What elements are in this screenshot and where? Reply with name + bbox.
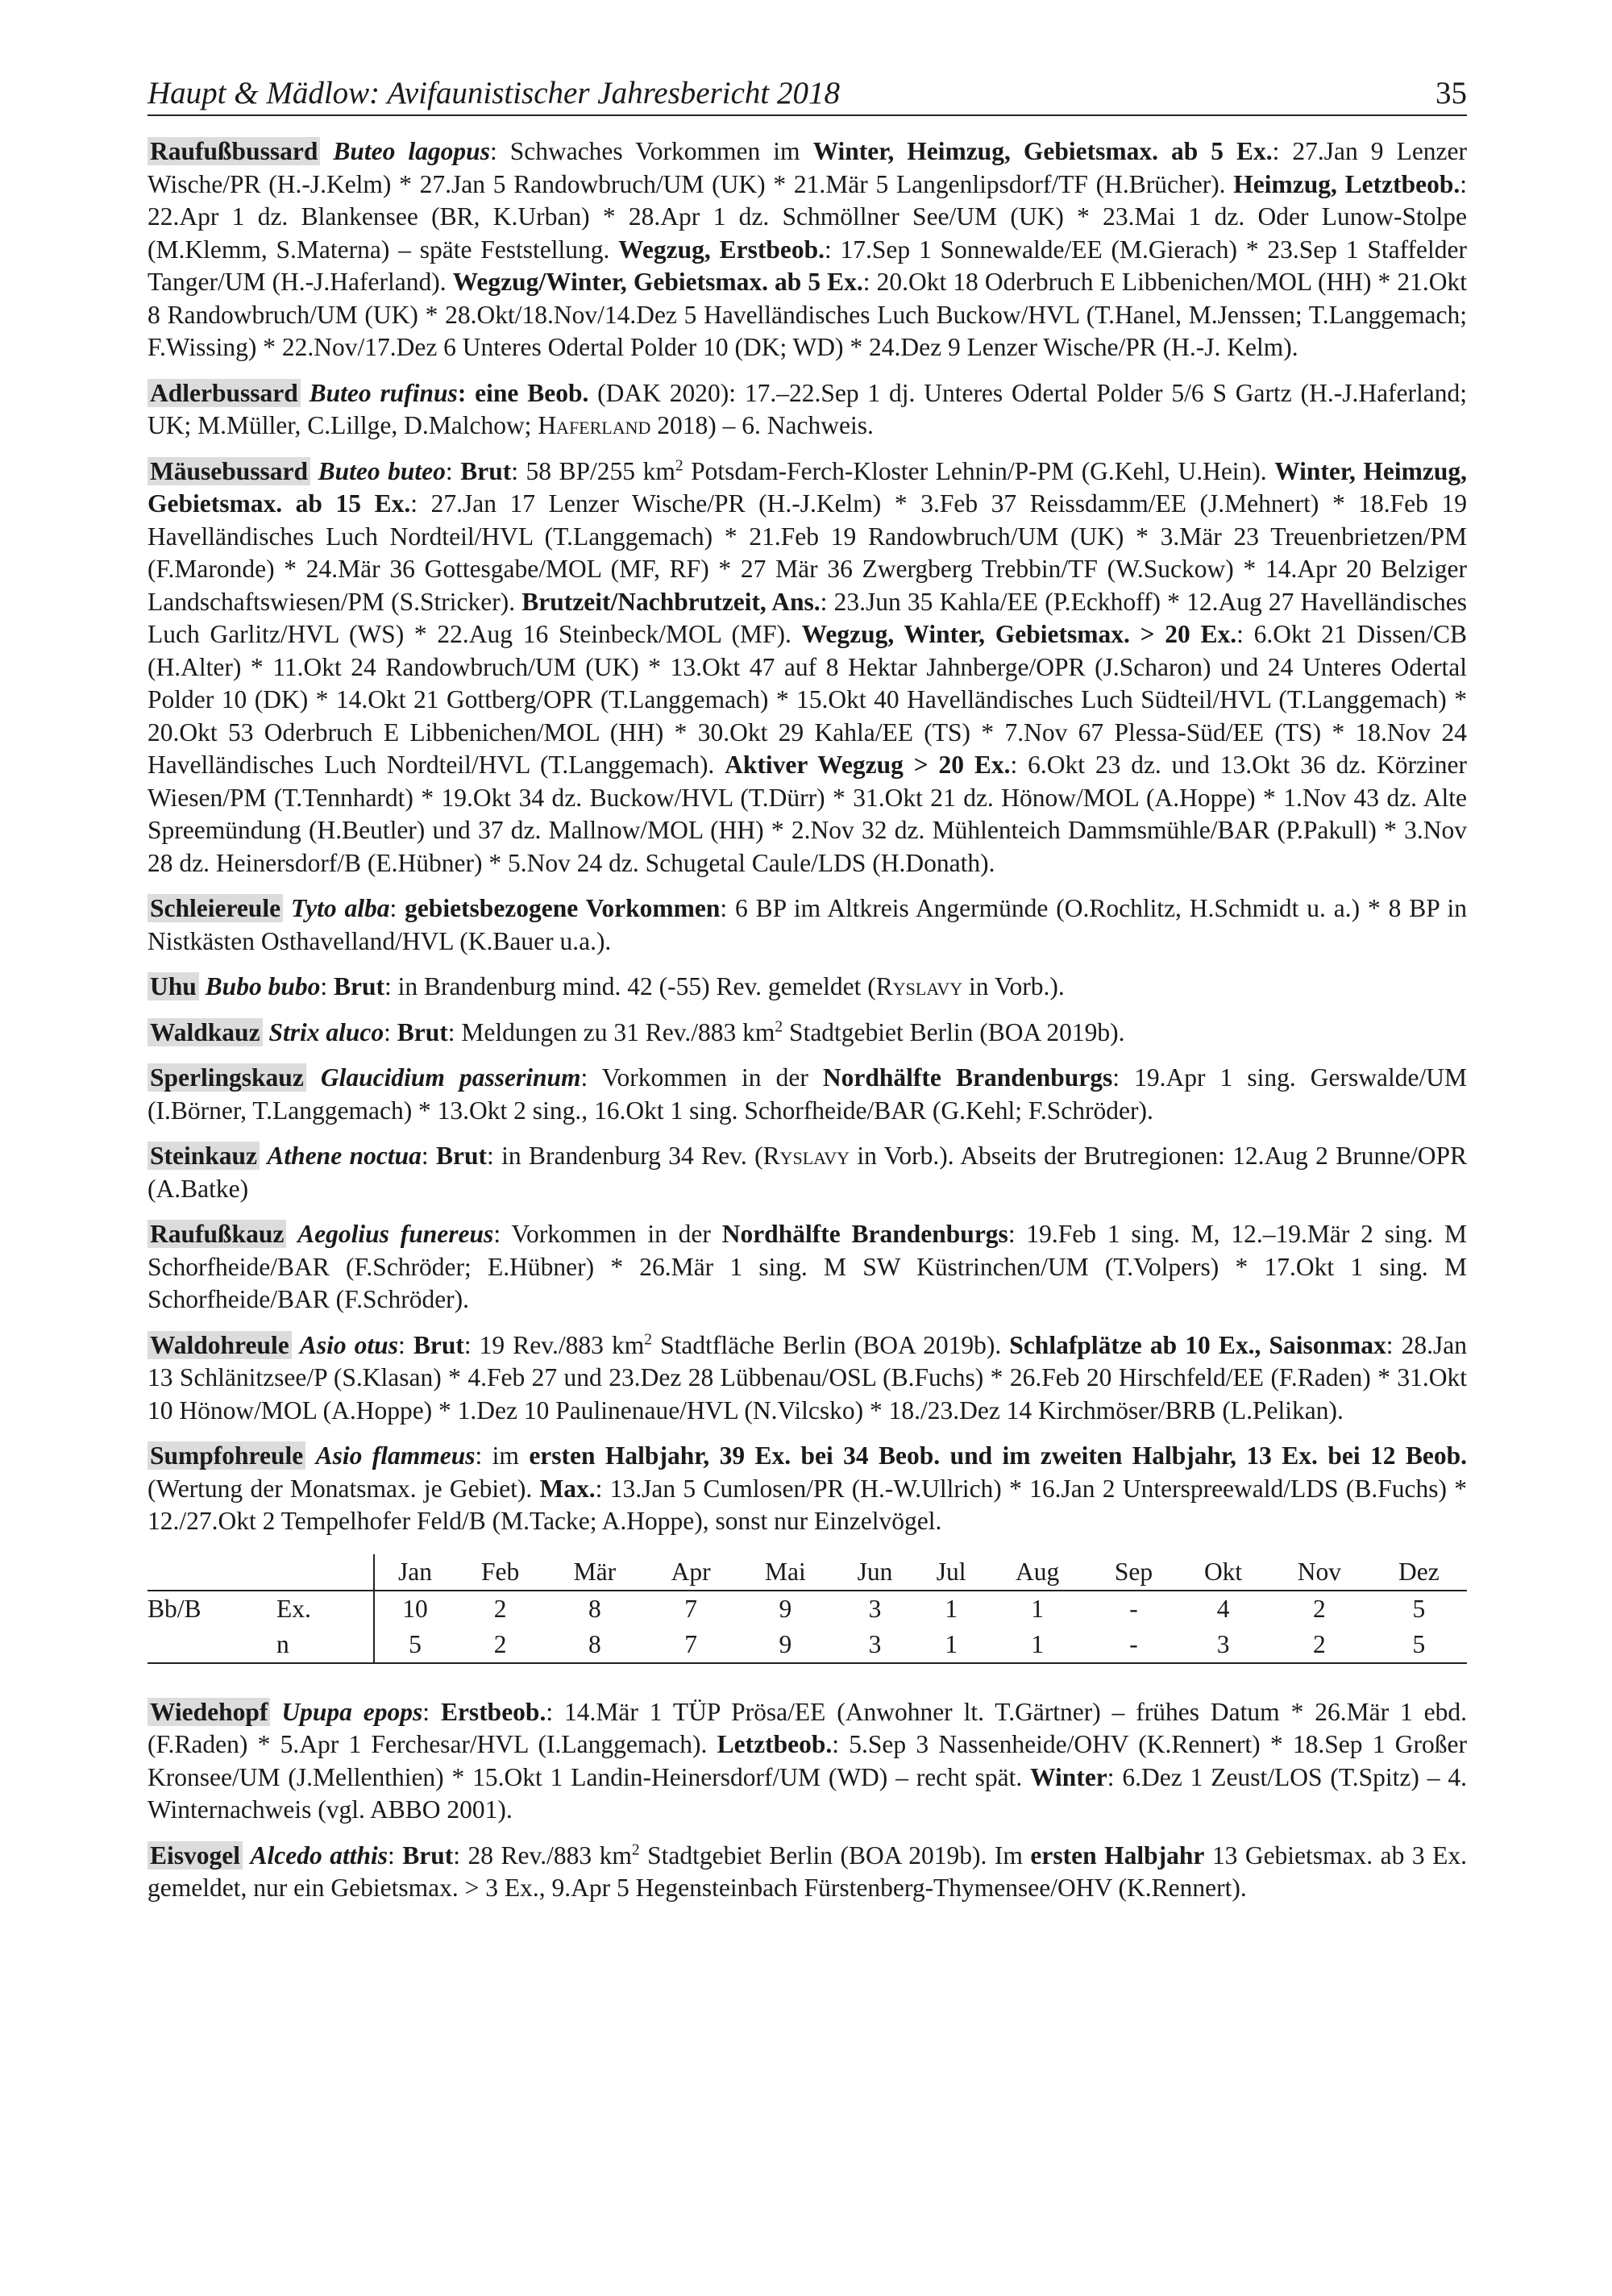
- row-label: n: [276, 1627, 374, 1663]
- table-cell: 9: [779, 1594, 792, 1623]
- section-label: Wegzug/Winter, Gebietsmax. ab 5 Ex.: [452, 268, 863, 296]
- month-header: Dez: [1371, 1554, 1467, 1591]
- table-header-row: [147, 1554, 1467, 1591]
- table-cell: 3: [868, 1594, 882, 1623]
- author-citation: Ryslavy: [875, 972, 963, 1000]
- month-header: Jun: [833, 1554, 916, 1591]
- table-cell: -: [1089, 1627, 1178, 1663]
- region-label: Bb/B: [147, 1594, 202, 1623]
- section-label: Winter, Heimzug, Gebietsmax. ab 5 Ex.: [812, 137, 1273, 165]
- species-entry-sperlingskauz: Sperlingskauz Glaucidium passerinum: Vorkommen in der Nordhälfte Brandenburgs: 19.Apr 1 sing. Gerswalde/UM (I.Börner, T.Langgemach) * 13.Okt 2 sing., 16.Okt 1 sing. Schorfheide/BAR (G.Kehl; F.Schröder).: [147, 1063, 1467, 1125]
- table-cell: 1: [986, 1627, 1089, 1663]
- species-name: Wiedehopf: [147, 1698, 270, 1726]
- table-cell: 8: [588, 1594, 601, 1623]
- table-cell: 2: [455, 1627, 545, 1663]
- species-name: Uhu: [147, 972, 199, 1000]
- section-label: Wegzug, Winter, Gebietsmax. > 20 Ex.: [801, 620, 1237, 648]
- table-row: [147, 1591, 1467, 1627]
- table-cell: 1: [1031, 1594, 1045, 1623]
- section-label: Schlafplätze ab 10 Ex., Saisonmax: [1009, 1330, 1386, 1359]
- table-cell: 7: [684, 1594, 698, 1623]
- section-label: Aktiver Wegzug > 20 Ex.: [725, 751, 1011, 779]
- table-row: [147, 1627, 1467, 1663]
- table-cell: 8: [545, 1627, 644, 1663]
- species-name: Sperlingskauz: [147, 1063, 306, 1092]
- month-header: Aug: [986, 1554, 1089, 1591]
- section-label: Nordhälfte Brandenburgs: [721, 1220, 1008, 1248]
- scientific-name: Strix aluco: [268, 1017, 384, 1046]
- species-entry-raufusskauz: Raufußkauz Aegolius funereus: Vorkommen in der Nordhälfte Brandenburgs: 19.Feb 1 sing. M, 12.–19.Mär 2 sing. M Schorfheide/BAR (F.Schröder; E.Hübner) * 26.Mär 1 sing. M SW Küstrinchen/UM (T.Volpers) * 17.Okt 1 sing. M Schorfheide/BAR (F.Schröder).: [147, 1220, 1467, 1313]
- scientific-name: Buteo rufinus: [309, 378, 458, 407]
- monthly-stats-table: [147, 1554, 1467, 1664]
- table-cell: 2: [493, 1594, 507, 1623]
- month-header: Apr: [645, 1554, 737, 1591]
- section-label: gebietsbezogene Vorkommen: [405, 894, 721, 922]
- running-title: Haupt & Mädlow: Avifaunistischer Jahresbericht 2018: [147, 76, 841, 110]
- species-entry-maeusebussard: Mäusebussard Buteo buteo: Brut: 58 BP/255 $km^2$ Potsdam-Ferch-Kloster Lehnin/P-PM (G.Kehl, U.Hein). Winter, Heimzug, Gebietsmax. ab 15 Ex.: 27.Jan 17 Lenzer Wische/PR (H.-J.Kelm) * 3.Feb 37 Reissdamm/EE (J.Mehnert) * 18.Feb 19 Havelländisches Luch Nordteil/HVL (T.Langgemach) * 21.Feb 19 Randowbruch/UM (UK) * 3.Mär 23 Treuenbrietzen/PM (F.Maronde) * 24.Mär 36 Gottesgabe/MOL (MF, RF) * 27 Mär 36 Zwergberg Trebbin/TF (W.Suckow) * 14.Apr 20 Belziger Landschaftswiesen/PM (S.Stricker). Brutzeit/Nachbrutzeit, Ans.: 23.Jun 35 Kahla/EE (P.Eckhoff) * 12.Aug 27 Havelländisches Luch Garlitz/HVL (WS) * 22.Aug 16 Steinbeck/MOL (MF). Wegzug, Winter, Gebietsmax. > 20 Ex.: 6.Okt 21 Dissen/CB (H.Alter) * 11.Okt 24 Randowbruch/UM (UK) * 13.Okt 47 auf 8 Hektar Jahnberge/OPR (J.Scharon) und 24 Unteres Odertal Polder 10 (DK) * 14.Okt 21 Gottberg/OPR (T.Langgemach) * 15.Okt 40 Havelländisches Luch Südteil/HVL (T.Langgemach) * 20.Okt 53 Oderbruch E Libbenichen/MOL (HH) * 30.Okt 29 Kahla/EE (TS) * 7.Nov 67 Plessa-Süd/EE (TS) * 18.Nov 24 Havelländisches Luch Nordteil/HVL (T.Langgemach). Aktiver Wegzug > 20 Ex.: 6.Okt 23 dz. und 13.Okt 36 dz. Körziner Wiesen/PM (T.Tennhardt) * 19.Okt 34 dz. Buckow/HVL (T.Dürr) * 31.Okt 21 dz. Hönow/MOL (A.Hoppe) * 1.Nov 43 dz. Alte Spreemündung (H.Beutler) und 37 dz. Mallnow/MOL (HH) * 2.Nov 32 dz. Mühlenteich Dammsmühle/BAR (P.Pakull) * 3.Nov 28 dz. Heinersdorf/B (E.Hübner) * 5.Nov 24 dz. Schugetal Caule/LDS (H.Donath).: [147, 456, 1468, 877]
- species-name: Sumpfohreule: [147, 1441, 305, 1470]
- section-label: : eine Beob.: [457, 378, 589, 407]
- month-header: Jul: [916, 1554, 986, 1591]
- species-entry-wiedehopf: Wiedehopf Upupa epops: Erstbeob.: 14.Mär 1 TÜP Prösa/EE (Anwohner lt. T.Gärtner) – frühes Datum * 26.Mär 1 ebd. (F.Raden) * 5.Apr 1 Ferchesar/HVL (I.Langgemach). Letztbeob.: 5.Sep 3 Nassenheide/OHV (K.Rennert) * 18.Sep 1 Großer Kronsee/UM (J.Mellenthien) * 15.Okt 1 Landin-Heinersdorf/UM (WD) – recht spät. Winter: 6.Dez 1 Zeust/LOS (T.Spitz) – 4. Winternachweis (vgl. ABBO 2001).: [147, 1697, 1468, 1824]
- section-label: Brut: [413, 1330, 464, 1359]
- section-label: Brut: [334, 972, 384, 1000]
- table-cell: 10: [374, 1591, 455, 1627]
- table-cell: 3: [1178, 1627, 1268, 1663]
- species-entry-steinkauz: Steinkauz Athene noctua: Brut: in Brandenburg 34 Rev. (Ryslavy in Vorb.). Abseits der Brutregionen: 12.Aug 2 Brunne/OPR (A.Batke): [147, 1142, 1467, 1203]
- species-entry-eisvogel: Eisvogel Alcedo atthis: Brut: 28 Rev./883 $km^2$ Stadtgebiet Berlin (BOA 2019b). Im ersten Halbjahr 13 Gebietsmax. ab 3 Ex. gemeldet, nur ein Gebietsmax. > 3 Ex., 9.Apr 5 Hegensteinbach Fürstenberg-Thymensee/OHV (K.Rennert).: [147, 1841, 1467, 1902]
- row-label: Ex.: [276, 1594, 311, 1623]
- section-label: Winter: [1030, 1762, 1107, 1791]
- month-header: Feb: [455, 1554, 545, 1591]
- section-label: Letztbeob.: [717, 1730, 833, 1758]
- section-label: Winter, Heimzug, Gebietsmax. ab 15 Ex.: [147, 456, 1467, 518]
- table-cell: 5: [1371, 1627, 1467, 1663]
- table-cell: 1: [916, 1627, 986, 1663]
- species-entry-waldohreule: Waldohreule Asio otus: Brut: 19 Rev./883 $km^2$ Stadtfläche Berlin (BOA 2019b). Schlafplätze ab 10 Ex., Saisonmax: 28.Jan 13 Schlänitzsee/P (S.Klasan) * 4.Feb 27 und 23.Dez 28 Lübbenau/OSL (B.Fuchs) * 26.Feb 20 Hirschfeld/EE (F.Raden) * 31.Okt 10 Hönow/MOL (A.Hoppe) * 1.Dez 10 Paulinenaue/HVL (N.Vilcsko) * 18./23.Dez 14 Kirchmöser/BRB (L.Pelikan).: [147, 1330, 1467, 1425]
- scientific-name: Upupa epops: [281, 1697, 423, 1726]
- section-label: Brut: [397, 1017, 448, 1046]
- table-cell: 5: [1412, 1594, 1426, 1623]
- table-cell: 2: [1268, 1627, 1371, 1663]
- section-label: ersten Halbjahr, 39 Ex. bei 34 Beob. und im zweiten Halbjahr, 13 Ex. bei 12 Beob.: [529, 1441, 1467, 1470]
- section-label: Heimzug, Letztbeob.: [1233, 169, 1460, 198]
- species-name: Waldkauz: [147, 1018, 263, 1046]
- month-header: Mär: [545, 1554, 644, 1591]
- table-cell: 7: [645, 1627, 737, 1663]
- species-name: Raufußbussard: [147, 137, 320, 165]
- section-label: ersten Halbjahr: [1030, 1841, 1205, 1870]
- report-body: [147, 135, 1467, 1918]
- section-label: Wegzug, Erstbeob.: [618, 235, 825, 264]
- table-cell: 5: [374, 1627, 455, 1663]
- species-name: Waldohreule: [147, 1331, 292, 1359]
- table-cell: -: [1129, 1594, 1138, 1623]
- species-name: Eisvogel: [147, 1841, 243, 1870]
- scientific-name: Buteo lagopus: [333, 137, 490, 165]
- month-header: Nov: [1268, 1554, 1371, 1591]
- month-header: Sep: [1089, 1554, 1178, 1591]
- species-name: Steinkauz: [147, 1142, 260, 1170]
- scientific-name: Aegolius funereus: [297, 1220, 494, 1248]
- table-cell: 4: [1216, 1594, 1230, 1623]
- month-header: Jan: [374, 1554, 455, 1591]
- scientific-name: Buteo buteo: [318, 456, 446, 485]
- section-label: Brut: [402, 1841, 454, 1870]
- section-label: Nordhälfte Brandenburgs: [822, 1063, 1113, 1092]
- table-cell: 1: [945, 1594, 958, 1623]
- species-entry-schleiereule: Schleiereule Tyto alba: gebietsbezogene Vorkommen: 6 BP im Altkreis Angermünde (O.Rochlitz, H.Schmidt u. a.) * 8 BP in Nistkästen Osthavelland/HVL (K.Bauer u.a.).: [147, 894, 1467, 955]
- author-citation: Ryslavy: [762, 1142, 850, 1170]
- scientific-name: Bubo bubo: [205, 972, 321, 1000]
- scientific-name: Athene noctua: [267, 1142, 422, 1170]
- species-entry-adlerbussard: Adlerbussard Buteo rufinus: eine Beob. (DAK 2020): 17.–22.Sep 1 dj. Unteres Odertal Polder 5/6 S Gartz (H.-J.Haferland; UK; M.Müller, C.Lillge, D.Malchow; Haferland 2018) – 6. Nachweis.: [147, 378, 1468, 439]
- species-name: Mäusebussard: [147, 457, 310, 485]
- section-label: Erstbeob.: [440, 1697, 546, 1726]
- section-label: Brut: [435, 1142, 487, 1170]
- scientific-name: Tyto alba: [291, 894, 390, 922]
- species-entry-uhu: Uhu Bubo bubo: Brut: in Brandenburg mind. 42 (-55) Rev. gemeldet (Ryslavy in Vorb.).: [147, 971, 1467, 1004]
- author-citation: Haferland: [538, 411, 651, 439]
- table-cell: 9: [737, 1627, 833, 1663]
- species-entry-sumpfohreule: Sumpfohreule Asio flammeus: im ersten Halbjahr, 39 Ex. bei 34 Beob. und im zweiten Halbjahr, 13 Ex. bei 12 Beob. (Wertung der Monatsmax. je Gebiet). Max.: 13.Jan 5 Cumlosen/PR (H.-W.Ullrich) * 16.Jan 2 Unterspreewald/LDS (B.Fuchs) * 12./27.Okt 2 Tempelhofer Feld/B (M.Tacke; A.Hoppe), sonst nur Einzelvögel.: [147, 1441, 1468, 1535]
- scientific-name: Glaucidium passerinum: [320, 1063, 581, 1092]
- table-cell: 3: [833, 1627, 916, 1663]
- scientific-name: Asio otus: [299, 1330, 398, 1359]
- page-number: 35: [1435, 76, 1467, 110]
- species-name: Raufußkauz: [147, 1220, 286, 1248]
- scientific-name: Asio flammeus: [315, 1441, 476, 1470]
- species-entry-waldkauz: Waldkauz Strix aluco: Brut: Meldungen zu 31 Rev./883 $km^2$ Stadtgebiet Berlin (BOA 2019b).: [147, 1017, 1467, 1050]
- month-header: Mai: [737, 1554, 833, 1591]
- species-name: Adlerbussard: [147, 379, 301, 407]
- scientific-name: Alcedo atthis: [250, 1841, 388, 1870]
- section-label: Brutzeit/Nachbrutzeit, Ans.: [521, 587, 821, 616]
- month-header: Okt: [1178, 1554, 1268, 1591]
- table-cell: 2: [1313, 1594, 1326, 1623]
- section-label: Brut: [460, 456, 512, 485]
- species-name: Schleiereule: [147, 894, 283, 922]
- running-header: [147, 68, 1467, 116]
- section-label: Max.: [539, 1474, 596, 1503]
- species-entry-raufussbussard: Raufußbussard Buteo lagopus: Schwaches Vorkommen im Winter, Heimzug, Gebietsmax. ab 5 Ex.: 27.Jan 9 Lenzer Wische/PR (H.-J.Kelm) * 27.Jan 5 Randowbruch/UM (UK) * 21.Mär 5 Langenlipsdorf/TF (H.Brücher). Heimzug, Letztbeob.: 22.Apr 1 dz. Blankensee (BR, K.Urban) * 28.Apr 1 dz. Schmöllner See/UM (UK) * 23.Mai 1 dz. Oder Lunow-Stolpe (M.Klemm, S.Materna) – späte Feststellung. Wegzug, Erstbeob.: 17.Sep 1 Sonnewalde/EE (M.Gierach) * 23.Sep 1 Staffelder Tanger/UM (H.-J.Haferland). Wegzug/Winter, Gebietsmax. ab 5 Ex.: 20.Okt 18 Oderbruch E Libbenichen/MOL (HH) * 21.Okt 8 Randowbruch/UM (UK) * 28.Okt/18.Nov/14.Dez 5 Havelländisches Luch Buckow/HVL (T.Hanel, M.Jenssen; T.Langgemach; F.Wissing) * 22.Nov/17.Dez 6 Unteres Odertal Polder 10 (DK; WD) * 24.Dez 9 Lenzer Wische/PR (H.-J. Kelm).: [147, 137, 1467, 361]
